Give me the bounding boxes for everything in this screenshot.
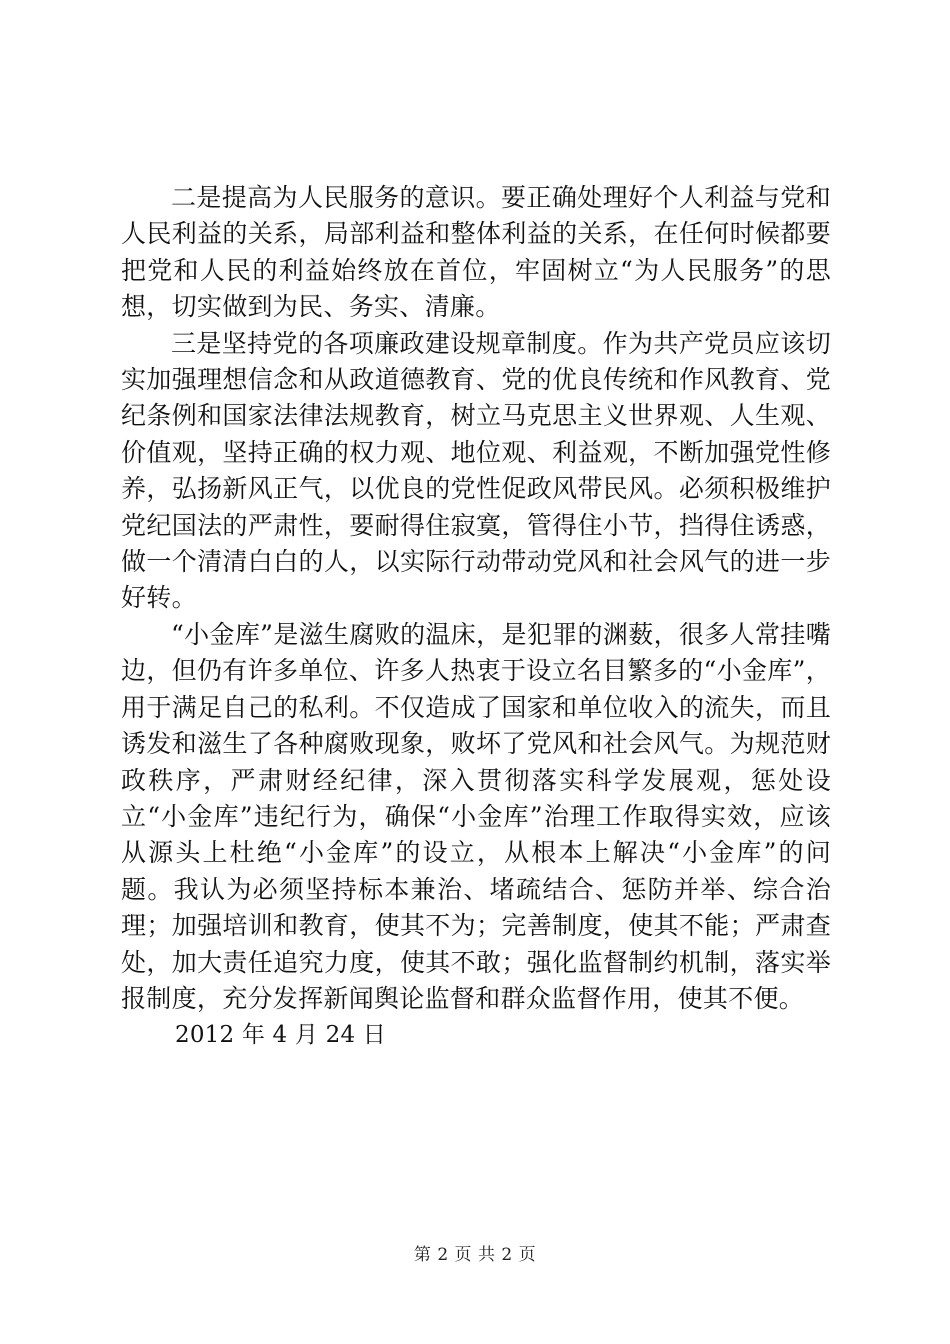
page-footer: 第 2 页 共 2 页: [413, 1245, 537, 1265]
paragraph-integrity-rules: 三是坚持党的各项廉政建设规章制度。作为共产党员应该切实加强理想信念和从政道德教育、党的优良传统和作风教育、党纪条例和国家法律法规教育，树立马克思主义世界观、人生观、价值观，坚持正确的权力观、地位观、利益观，不断加强党性修养，弘扬新风正气，以优良的党性促政风带民风。必须积极维护党纪国法的严肃性，要耐得住寂寞，管得住小节，挡得住诱惑，做一个清清白白的人，以实际行动带动党风和社会风气的进一步好转。: [121, 328, 831, 613]
paragraph-small-treasury: “小金库”是滋生腐败的温床，是犯罪的渊薮，很多人常挂嘴边，但仍有许多单位、许多人热衷于设立名目繁多的“小金库”，用于满足自己的私利。不仅造成了国家和单位收入的流失，而且诱发和滋生了各种腐败现象，败坏了党风和社会风气。为规范财政秩序，严肃财经纪律，深入贯彻落实科学发展观，惩处设立“小金库”违纪行为，确保“小金库”治理工作取得实效，应该从源头上杜绝“小金库”的设立，从根本上解决“小金库”的问题。我认为必须坚持标本兼治、堵疏结合、惩防并举、综合治理；加强培训和教育，使其不为；完善制度，使其不能；严肃查处，加大责任追究力度，使其不敢；强化监督制约机制，落实举报制度，充分发挥新闻舆论监督和群众监督作用，使其不便。: [121, 619, 831, 1013]
document-body: [121, 180, 831, 1054]
paragraph-service-awareness: 二是提高为人民服务的意识。要正确处理好个人利益与党和人民利益的关系，局部利益和整体利益的关系，在任何时候都要把党和人民的利益始终放在首位，牢固树立“为人民服务”的思想，切实做到为民、务实、清廉。: [121, 183, 831, 322]
document-date: 2012 年 4 月 24 日: [175, 1022, 386, 1049]
